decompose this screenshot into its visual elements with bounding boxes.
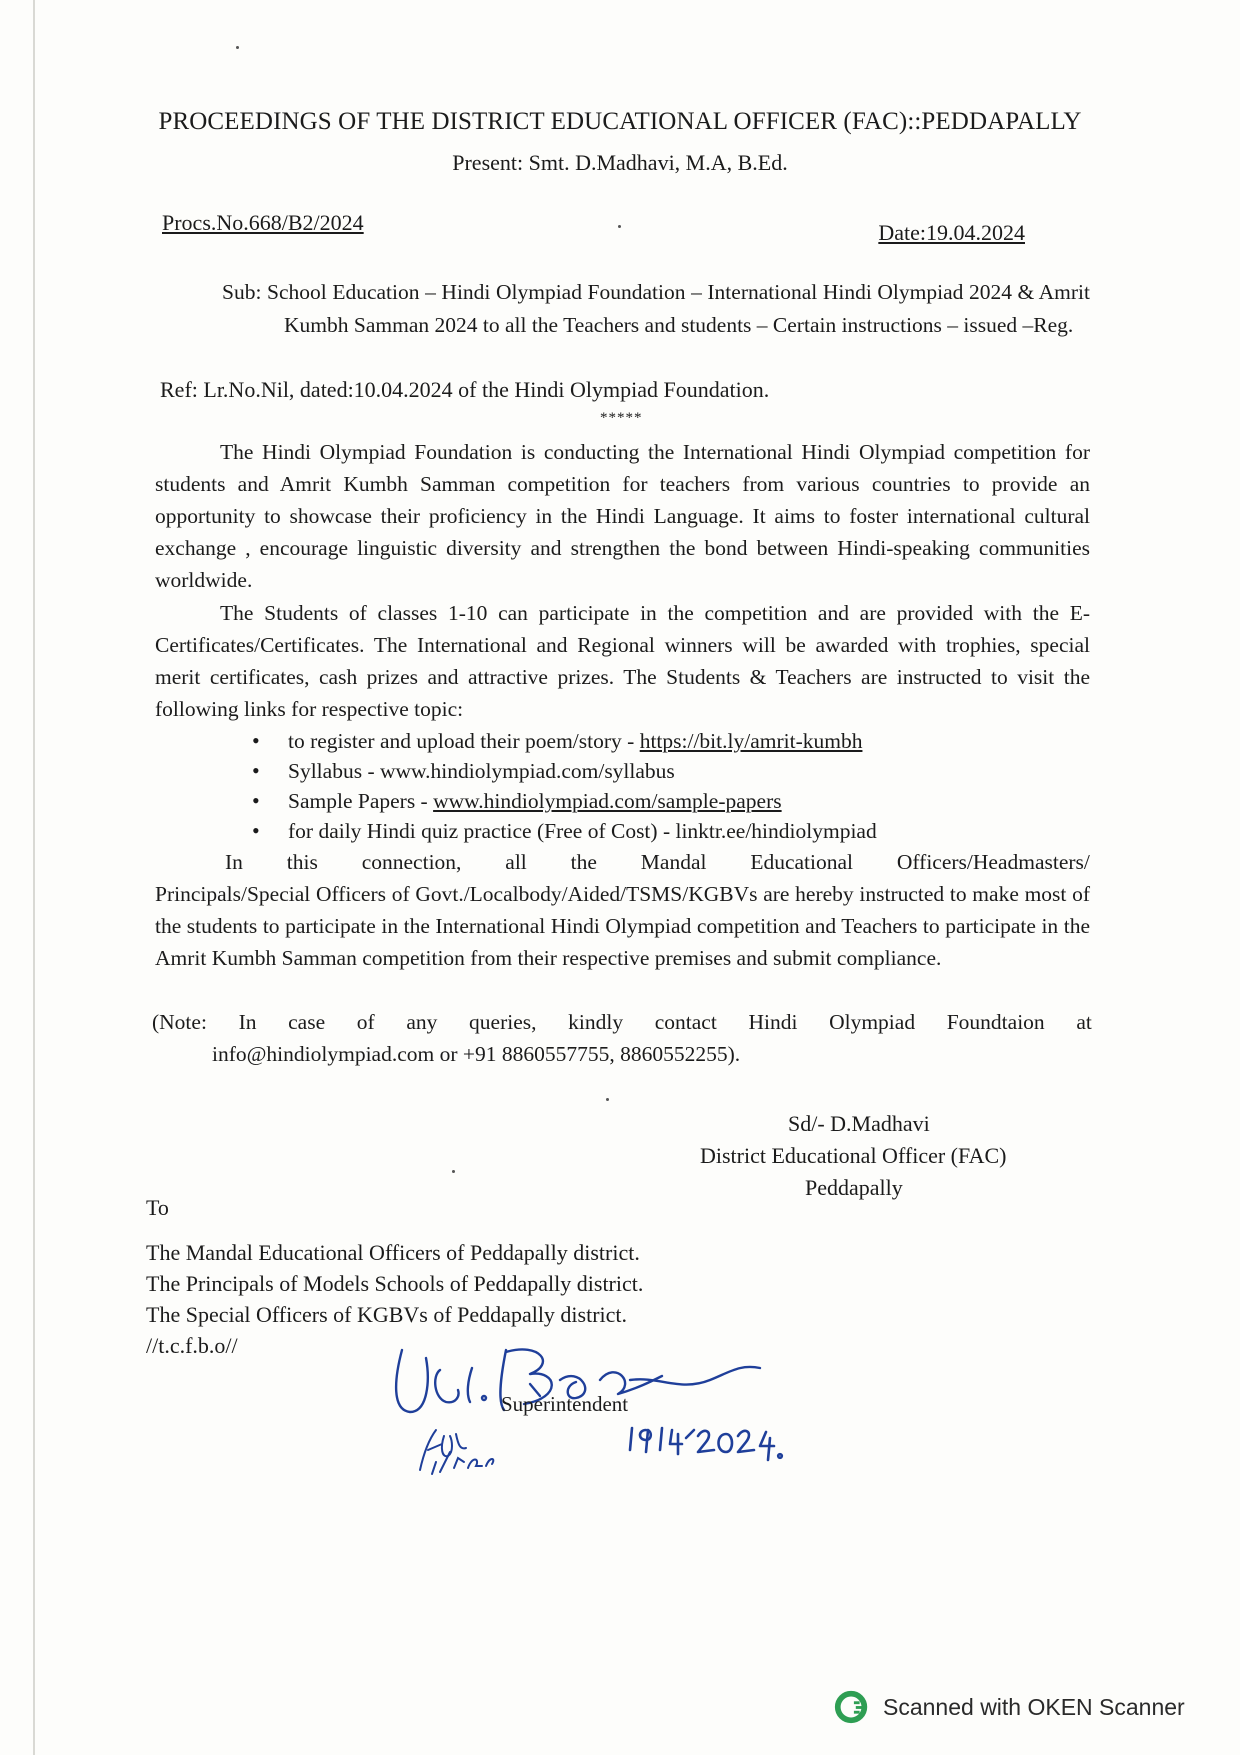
list-item: • to register and upload their poem/story - https://bit.ly/amrit-kumbh (250, 726, 877, 756)
to-label: To (146, 1195, 169, 1220)
syllabus-link[interactable]: www.hindiolympiad.com/syllabus (379, 759, 675, 783)
signature-block (700, 1108, 1090, 1204)
links-list (250, 726, 877, 846)
paragraph-students: The Students of classes 1-10 can participate in the competition and are provided with the E-Certificates/Certificates. The International and Regional winners will be awarded with trophies, special merit certificates, cash prizes and attractive prizes. The Students & Teachers are instructed to visit the following links for respective topic: (155, 601, 1090, 721)
scan-speck (606, 1098, 609, 1101)
reference-line: Ref: Lr.No.Nil, dated:10.04.2024 of the Hindi Olympiad Foundation. (160, 377, 770, 402)
separator-stars: ***** (600, 410, 643, 426)
scan-speck (452, 1170, 455, 1173)
subject-text (222, 276, 1090, 342)
scan-speck (618, 225, 621, 228)
list-item: • for daily Hindi quiz practice (Free of Cost) - linktr.ee/hindiolympiad (250, 816, 877, 846)
document-title: PROCEEDINGS OF THE DISTRICT EDUCATIONAL OFFICER (FAC)::PEDDAPALLY (158, 108, 1082, 135)
paragraph-instructions (155, 846, 1090, 974)
note-block (152, 1006, 1092, 1070)
present-line: Present: Smt. D.Madhavi, M.A, B.Ed. (452, 150, 788, 175)
oken-scanner-logo-icon (833, 1688, 871, 1726)
recipients-block (146, 1192, 643, 1361)
sample-papers-link[interactable]: www.hindiolympiad.com/sample-papers (433, 789, 782, 813)
scan-speck (236, 46, 239, 49)
superintendent-label: Superintendent (501, 1392, 629, 1416)
recipient-line: The Special Officers of KGBVs of Peddapally district. (146, 1302, 628, 1327)
handwritten-signature (380, 1340, 900, 1490)
signatory-place: Peddapally (805, 1175, 903, 1200)
recipient-line: The Principals of Models Schools of Peddapally district. (146, 1271, 644, 1296)
list-item: • Syllabus - www.hindiolympiad.com/syllabus (250, 756, 877, 786)
document-date: Date:19.04.2024 (878, 220, 1025, 245)
procs-number: Procs.No.668/B2/2024 (162, 210, 364, 235)
quiz-practice-link[interactable]: linktr.ee/hindiolympiad (675, 819, 877, 843)
subject-body: School Education – Hindi Olympiad Foundation – International Hindi Olympiad 2024 & Amrit Kumbh Samman 2024 to all the Teachers and students – Certain instructions – issued –Reg. (267, 280, 1091, 337)
subject-block (160, 276, 1090, 342)
scanner-label: Scanned with OKEN Scanner (883, 1693, 1185, 1720)
paragraph-intro: The Hindi Olympiad Foundation is conducting the International Hindi Olympiad competition for students and Amrit Kumbh Samman competition for teachers from various countries to provide an opportunity to showcase their proficiency in the Hindi Language. It aims to foster international cultural exchange , encourage linguistic diversity and strengthen the bond between Hindi-speaking communities worldwide. (155, 440, 1090, 592)
recipient-line: The Mandal Educational Officers of Peddapally district. (146, 1240, 640, 1265)
signatory-designation: District Educational Officer (FAC) (700, 1143, 1007, 1168)
note-contact: info@hindiolympiad.com or +91 8860557755, 8860552255). (212, 1042, 741, 1066)
scan-edge-line (33, 0, 35, 1755)
register-link[interactable]: https://bit.ly/amrit-kumbh (639, 729, 863, 753)
recipient-line: //t.c.f.b.o// (146, 1333, 238, 1358)
subject-label: Sub: (222, 280, 262, 304)
instructions-first-line: In this connection, all the Mandal Educational Officers/Headmasters/ (225, 850, 1090, 874)
note-first-line: (Note: In case of any queries, kindly contact Hindi Olympiad Foundtaion at (152, 1010, 1092, 1034)
list-item: • Sample Papers - www.hindiolympiad.com/sample-papers (250, 786, 877, 816)
scanner-watermark (833, 1688, 1185, 1726)
instructions-rest: Principals/Special Officers of Govt./Localbody/Aided/TSMS/KGBVs are hereby instructed to make most of the students to participate in the International Hindi Olympiad competition and Teachers to participate in the Amrit Kumbh Samman competition from their respective premises and submit compliance. (155, 882, 1090, 970)
signatory-name: Sd/- D.Madhavi (788, 1111, 930, 1136)
